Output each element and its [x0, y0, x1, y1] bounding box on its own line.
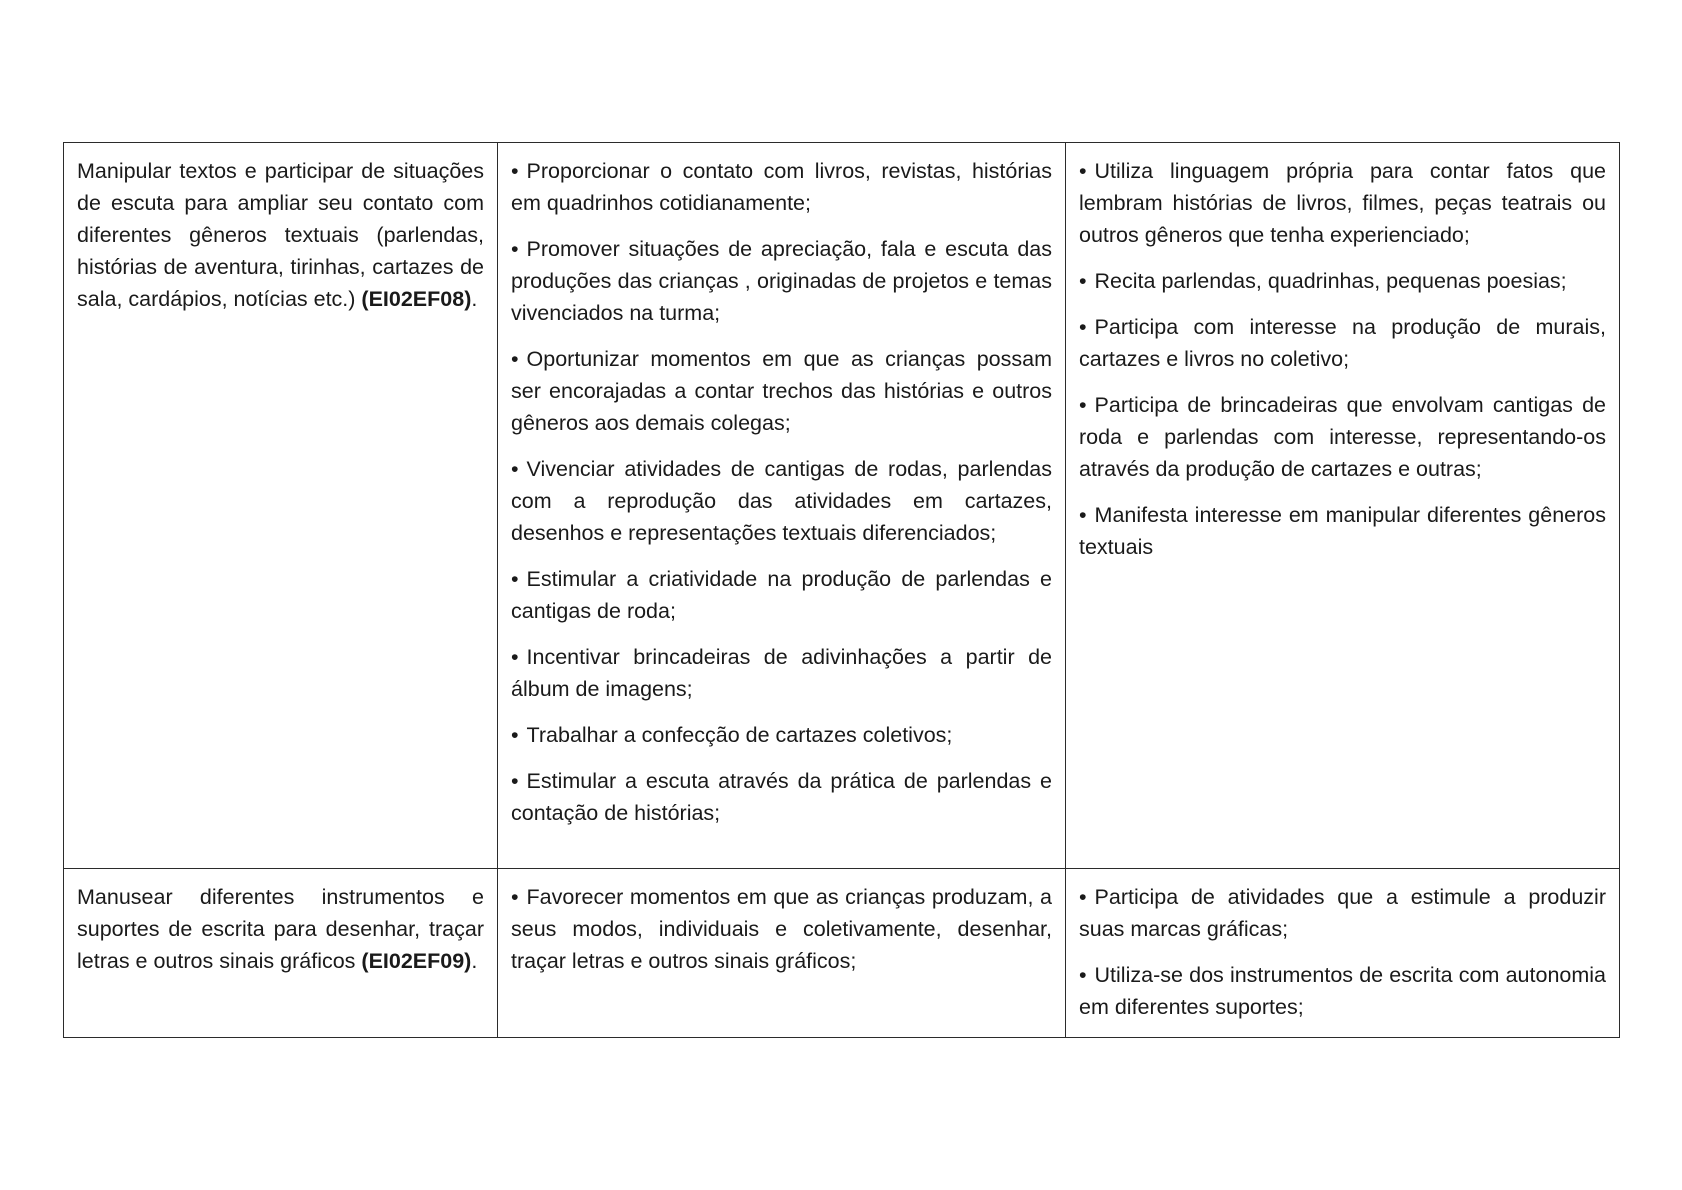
list-item	[511, 641, 1052, 705]
curriculum-table	[63, 142, 1620, 1038]
list-item-text: Estimular a escuta através da prática de parlendas e contação de histórias;	[511, 769, 1052, 825]
bullet-icon: •	[511, 567, 519, 591]
bullet-icon: •	[511, 885, 519, 909]
list-item-text: Manifesta interesse em manipular diferentes gêneros textuais	[1079, 503, 1606, 559]
list-item	[511, 881, 1052, 977]
objective-cell	[64, 869, 498, 1038]
table-body	[64, 143, 1620, 1038]
list-item-text: Promover situações de apreciação, fala e escuta das produções das crianças , originadas de projetos e temas vivenciados na turma;	[511, 237, 1052, 325]
list-item	[511, 233, 1052, 329]
list-item-text: Participa com interesse na produção de murais, cartazes e livros no coletivo;	[1079, 315, 1606, 371]
list-item-text: Trabalhar a confecção de cartazes coletivos;	[526, 723, 953, 747]
list-item-text: Proporcionar o contato com livros, revistas, histórias em quadrinhos cotidianamente;	[511, 159, 1052, 215]
bullet-icon: •	[511, 457, 519, 481]
list-item-text: Favorecer momentos em que as crianças produzam, a seus modos, individuais e coletivamente, desenhar, traçar letras e outros sinais gráficos;	[511, 885, 1052, 973]
list-item	[1079, 155, 1606, 251]
objective-code: (EI02EF09)	[361, 949, 472, 973]
bullet-icon: •	[1079, 393, 1087, 417]
list-item	[1079, 389, 1606, 485]
objective-code: (EI02EF08)	[361, 287, 472, 311]
objective-cell	[64, 143, 498, 869]
list-item-text: Oportunizar momentos em que as crianças possam ser encorajadas a contar trechos das histórias e outros gêneros aos demais colegas;	[511, 347, 1052, 435]
list-item	[1079, 499, 1606, 563]
table-row	[64, 143, 1620, 869]
bullet-icon: •	[1079, 269, 1087, 293]
list-item	[1079, 881, 1606, 945]
objective-tail: .	[471, 949, 478, 973]
bullet-icon: •	[511, 347, 519, 371]
bullet-icon: •	[511, 723, 519, 747]
experiences-cell	[498, 143, 1066, 869]
bullet-icon: •	[511, 645, 519, 669]
list-item-text: Vivenciar atividades de cantigas de rodas, parlendas com a reprodução das atividades em cartazes, desenhos e representações textuais diferenciados;	[511, 457, 1052, 545]
indicators-cell	[1066, 869, 1620, 1038]
list-item	[511, 765, 1052, 829]
bullet-icon: •	[511, 769, 519, 793]
list-item-text: Recita parlendas, quadrinhas, pequenas poesias;	[1094, 269, 1567, 293]
list-item	[1079, 311, 1606, 375]
list-item	[1079, 959, 1606, 1023]
list-item	[511, 453, 1052, 549]
objective-text: Manusear diferentes instrumentos e suportes de escrita para desenhar, traçar letras e outros sinais gráficos	[77, 885, 484, 973]
bullet-icon: •	[1079, 503, 1087, 527]
indicators-cell	[1066, 143, 1620, 869]
bullet-icon: •	[1079, 315, 1087, 339]
list-item-text: Incentivar brincadeiras de adivinhações a partir de álbum de imagens;	[511, 645, 1052, 701]
experiences-cell	[498, 869, 1066, 1038]
bullet-icon: •	[1079, 159, 1087, 183]
list-item-text: Participa de atividades que a estimule a produzir suas marcas gráficas;	[1079, 885, 1606, 941]
list-item-text: Estimular a criatividade na produção de parlendas e cantigas de roda;	[511, 567, 1052, 623]
list-item-text: Utiliza-se dos instrumentos de escrita com autonomia em diferentes suportes;	[1079, 963, 1606, 1019]
table-row	[64, 869, 1620, 1038]
objective-text: Manipular textos e participar de situações de escuta para ampliar seu contato com diferentes gêneros textuais (parlendas, histórias de aventura, tirinhas, cartazes de sala, cardápios, notícias etc.)	[77, 159, 484, 311]
list-item-text: Participa de brincadeiras que envolvam cantigas de roda e parlendas com interesse, representando-os através da produção de cartazes e outras;	[1079, 393, 1606, 481]
objective-tail: .	[471, 287, 478, 311]
bullet-icon: •	[1079, 885, 1087, 909]
list-item	[1079, 265, 1606, 297]
list-item	[511, 343, 1052, 439]
list-item	[511, 563, 1052, 627]
list-item-text: Utiliza linguagem própria para contar fatos que lembram histórias de livros, filmes, peças teatrais ou outros gêneros que tenha experienciado;	[1079, 159, 1606, 247]
list-item	[511, 719, 1052, 751]
bullet-icon: •	[1079, 963, 1087, 987]
bullet-icon: •	[511, 159, 519, 183]
bullet-icon: •	[511, 237, 519, 261]
list-item	[511, 155, 1052, 219]
